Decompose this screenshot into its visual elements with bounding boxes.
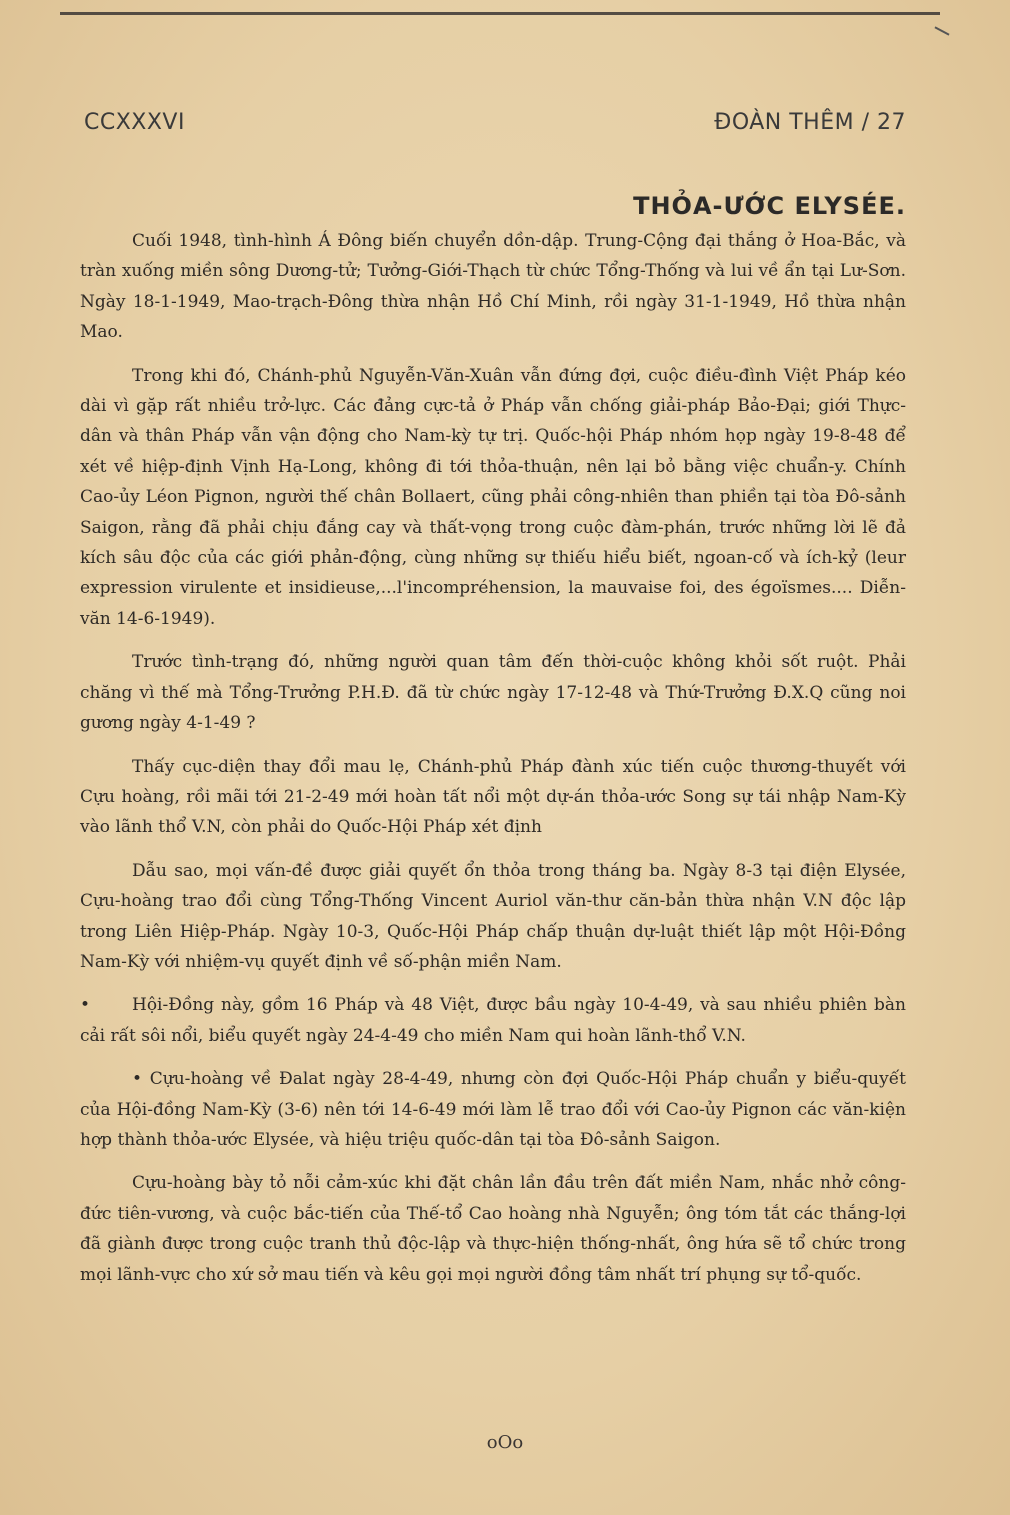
paragraph [80,856,906,978]
bullet-paragraph [80,990,906,1051]
page-header [84,110,906,144]
section-end-mark: oOo [486,1432,524,1453]
paragraph-text: Dẫu sao, mọi vấn-đề được giải quyết ổn thỏa trong tháng ba. Ngày 8-3 tại điện Elysée, Cựu-hoàng trao đổi cùng Tổng-Thống Vincent Auriol văn-thư căn-bản thừa nhận V.N độc lập trong Liên Hiệp-Pháp. Ngày 10-3, Quốc-Hội Pháp chấp thuận dự-luật thiết lập một Hội-Đồng Nam-Kỳ với nhiệm-vụ quyết định về số-phận miền Nam. [80,860,906,972]
paragraph-text: Hội-Đồng này, gồm 16 Pháp và 48 Việt, được bầu ngày 10-4-49, và sau nhiều phiên bàn cải rất sôi nổi, biểu quyết ngày 24-4-49 cho miền Nam qui hoàn lãnh-thổ V.N. [80,995,906,1046]
paragraph-text: Cuối 1948, tình-hình Á Đông biến chuyển dồn-dập. Trung-Cộng đại thắng ở Hoa-Bắc, và tràn xuống miền sông Dương-tử; Tưởng-Giới-Thạch từ chức Tổng-Thống và lui về ẩn tại Lư-Sơn. Ngày 18-1-1949, Mao-trạch-Đông thừa nhận Hồ Chí Minh, rồi ngày 31-1-1949, Hồ thừa nhận Mao. [80,231,906,343]
paragraph [80,647,906,738]
paragraph-text: Cựu-hoàng bày tỏ nỗi cảm-xúc khi đặt chân lần đầu trên đất miền Nam, nhắc nhở công-đức tiên-vương, và cuộc bắc-tiến của Thế-tổ Cao hoàng nhà Nguyễn; ông tóm tắt các thắng-lợi đã giành được trong cuộc tranh thủ độc-lập và thực-hiện thống-nhất, ông hứa sẽ tổ chức trong mọi lãnh-vực cho xứ sở mau tiến và kêu gọi mọi người đồng tâm nhất trí phụng sự tổ-quốc. [80,1173,906,1285]
paragraph [80,1168,906,1290]
paragraph [80,361,906,635]
paragraph-text: Trước tình-trạng đó, những người quan tâm đến thời-cuộc không khỏi sốt ruột. Phải chăng vì thế mà Tổng-Trưởng P.H.Đ. đã từ chức ngày 17-12-48 và Thứ-Trưởng Đ.X.Q cũng noi gương ngày 4-1-49 ? [80,652,906,734]
page-header-right: ĐOÀN THÊM / 27 [714,110,906,135]
body-text [80,226,906,1290]
page-header-left: CCXXXVI [84,110,185,135]
paragraph-text: Trong khi đó, Chánh-phủ Nguyễn-Văn-Xuân vẫn đứng đợi, cuộc điều-đình Việt Pháp kéo dài vì gặp rất nhiều trở-lực. Các đảng cực-tả ở Pháp vẫn chống giải-pháp Bảo-Đại; giới Thực-dân và thân Pháp vẫn vận động cho Nam-kỳ tự trị. Quốc-hội Pháp nhóm họp ngày 19-8-48 để xét về hiệp-định Vịnh Hạ-Long, không đi tới thỏa-thuận, nên lại bỏ bằng việc chuẩn-y. Chính Cao-ủy Léon Pignon, người thế chân Bollaert, cũng phải công-nhiên than phiền tại tòa Đô-sảnh Saigon, rằng đã phải chịu đắng cay và thất-vọng trong cuộc đàm-phán, trước những lời lẽ đả kích sâu độc của các giới phản-động, cùng những sự thiếu hiểu biết, ngoan-cố và ích-kỷ (leur expression virulente et insidieuse,...l'incompréhension, la mauvaise foi, des égoïsmes.... Diễn-văn 14-6-1949). [80,365,906,629]
paragraph [80,1064,906,1155]
section-title: THỎA-ƯỚC ELYSÉE. [633,192,906,220]
pencil-mark [934,26,949,35]
bullet-marker: • [80,995,91,1016]
paragraph-text: Thấy cục-diện thay đổi mau lẹ, Chánh-phủ Pháp đành xúc tiến cuộc thương-thuyết với Cựu hoàng, rồi mãi tới 21-2-49 mới hoàn tất nổi một dự-án thỏa-ước Song sự tái nhập Nam-Kỳ vào lãnh thổ V.N, còn phải do Quốc-Hội Pháp xét định [80,756,906,838]
paragraph-text: • Cựu-hoàng về Đalat ngày 28-4-49, nhưng còn đợi Quốc-Hội Pháp chuẩn y biểu-quyết của Hội-đồng Nam-Kỳ (3-6) nên tới 14-6-49 mới làm lễ trao đổi với Cao-ủy Pignon các văn-kiện hợp thành thỏa-ước Elysée, và hiệu triệu quốc-dân tại tòa Đô-sảnh Saigon. [80,1069,906,1150]
top-rule [60,12,940,15]
paragraph [80,752,906,843]
paragraph [80,226,906,348]
